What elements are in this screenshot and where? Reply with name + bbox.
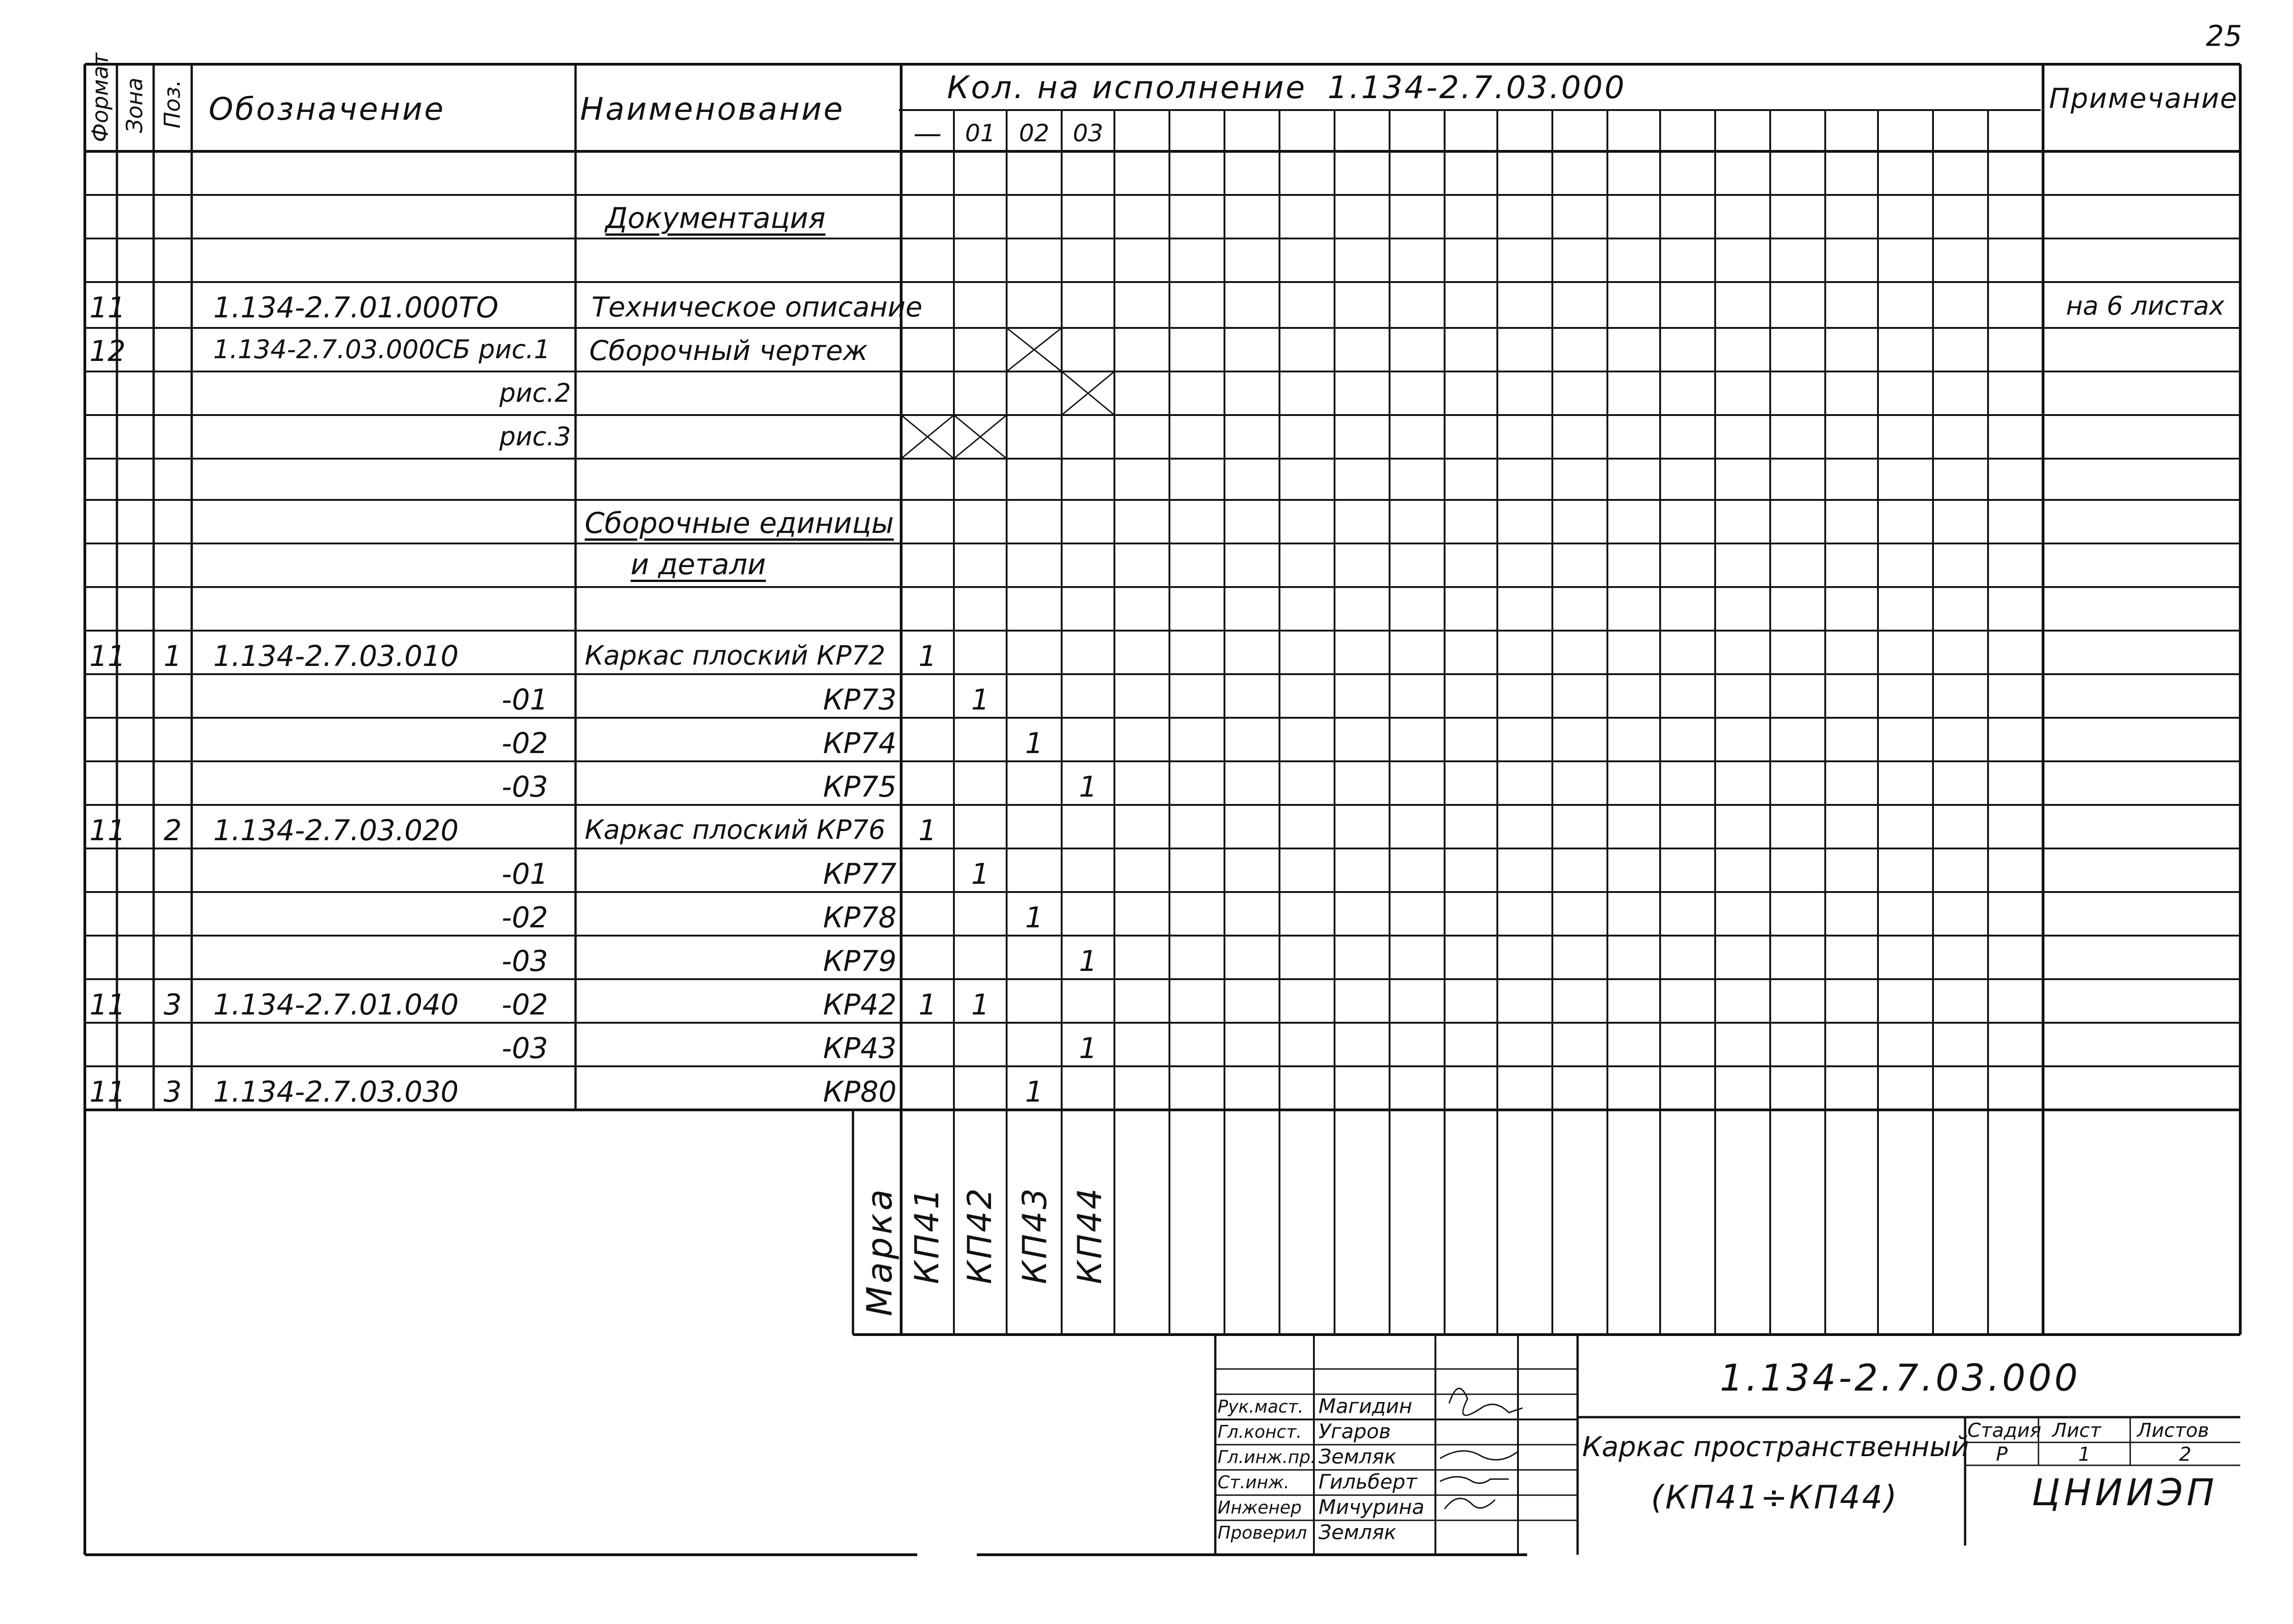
variant-02: 02 xyxy=(1019,120,1050,147)
row10-qty-01: 1 xyxy=(971,857,990,891)
row10-name: КР77 xyxy=(823,857,897,891)
name-3: Земляк xyxy=(1318,1445,1396,1469)
col-designation-header: Обозначение xyxy=(209,91,445,127)
row12-name: КР79 xyxy=(823,944,897,978)
role-6: Проверил xyxy=(1218,1523,1307,1543)
row3-designation: рис.2 xyxy=(499,378,571,408)
row1-designation: 1.134-2.7.01.000ТО xyxy=(213,291,498,324)
row5-qty-base: 1 xyxy=(918,639,937,673)
mark-kp41: КП41 xyxy=(908,1186,946,1284)
section-assemblies-2: и детали xyxy=(631,548,766,581)
col-format-header: Формат xyxy=(88,53,113,142)
row2-name: Сборочный чертеж xyxy=(589,335,868,367)
marks-label: Марка xyxy=(859,1186,900,1316)
row9-name: Каркас плоский КР76 xyxy=(585,814,886,845)
row15-designation: 1.134-2.7.03.030 xyxy=(213,1075,459,1109)
row11-designation: -02 xyxy=(501,901,548,934)
variant-01: 01 xyxy=(965,120,996,147)
row11-qty-02: 1 xyxy=(1025,901,1043,934)
row1-name: Техническое описание xyxy=(592,291,923,323)
mark-kp44: КП44 xyxy=(1070,1186,1109,1284)
row14-name: КР43 xyxy=(823,1031,897,1065)
row15-pos: 3 xyxy=(163,1075,182,1109)
row7-designation: -02 xyxy=(501,726,548,760)
role-4: Ст.инж. xyxy=(1218,1472,1290,1492)
row8-qty-03: 1 xyxy=(1079,770,1097,804)
col-zone-header: Зона xyxy=(122,78,148,133)
row12-qty-03: 1 xyxy=(1079,944,1097,978)
row12-designation: -03 xyxy=(501,944,548,978)
row5-name: Каркас плоский КР72 xyxy=(585,640,886,671)
row9-pos: 2 xyxy=(163,814,182,847)
row1-note: на 6 листах xyxy=(2066,291,2225,321)
row8-designation: -03 xyxy=(501,770,548,804)
sheet-value: 1 xyxy=(2078,1443,2091,1465)
row8-name: КР75 xyxy=(823,770,897,804)
title-block-subtitle: (КП41÷КП44) xyxy=(1651,1479,1899,1516)
row15-format: 11 xyxy=(89,1075,126,1109)
role-2: Гл.конст. xyxy=(1218,1422,1302,1442)
variant-03: 03 xyxy=(1073,120,1103,147)
name-5: Мичурина xyxy=(1318,1496,1424,1519)
row4-designation: рис.3 xyxy=(499,422,571,452)
name-1: Магидин xyxy=(1318,1395,1412,1418)
row5-pos: 1 xyxy=(163,639,182,673)
mark-kp42: КП42 xyxy=(960,1186,999,1284)
row2-format: 12 xyxy=(89,334,126,368)
sheet-number: 25 xyxy=(2206,19,2242,53)
row6-name: КР73 xyxy=(823,683,897,716)
row14-qty-03: 1 xyxy=(1079,1031,1097,1065)
row13-name: КР42 xyxy=(823,988,897,1021)
name-4: Гильберт xyxy=(1318,1470,1417,1494)
row7-qty-02: 1 xyxy=(1025,726,1043,760)
row5-format: 11 xyxy=(89,639,126,673)
organization: ЦНИИЭП xyxy=(2032,1471,2218,1514)
name-6: Земляк xyxy=(1318,1521,1396,1544)
row10-designation: -01 xyxy=(501,857,548,891)
stage-label: Стадия xyxy=(1967,1419,2042,1441)
role-3: Гл.инж.пр. xyxy=(1218,1447,1316,1467)
col-pos-header: Поз. xyxy=(160,79,185,128)
row13-designation: 1.134-2.7.01.040 xyxy=(213,988,459,1021)
row6-designation: -01 xyxy=(501,683,548,716)
row9-format: 11 xyxy=(89,814,126,847)
section-documentation: Документация xyxy=(605,201,825,235)
qty-doc: 1.134-2.7.03.000 xyxy=(1328,70,1626,106)
row13-pos: 3 xyxy=(163,988,182,1021)
sheets-value: 2 xyxy=(2179,1443,2192,1465)
role-1: Рук.маст. xyxy=(1218,1397,1304,1417)
row14-designation: -03 xyxy=(501,1031,548,1065)
title-block-code: 1.134-2.7.03.000 xyxy=(1720,1357,2081,1399)
sheet-label: Лист xyxy=(2052,1419,2101,1441)
row9-designation: 1.134-2.7.03.020 xyxy=(213,814,459,847)
row13-format: 11 xyxy=(89,988,126,1021)
row9-qty-base: 1 xyxy=(918,814,937,847)
row7-name: КР74 xyxy=(823,726,897,760)
role-5: Инженер xyxy=(1218,1497,1302,1518)
row2-designation: 1.134-2.7.03.000СБ рис.1 xyxy=(213,335,550,365)
name-2: Угаров xyxy=(1318,1420,1391,1443)
qty-title: Кол. на исполнение xyxy=(947,70,1307,106)
variant-base: — xyxy=(913,116,942,150)
row13-qty-01: 1 xyxy=(971,988,990,1021)
col-note-header: Примечание xyxy=(2049,83,2238,115)
row13-qty-base: 1 xyxy=(918,988,937,1021)
row13-variant: -02 xyxy=(501,988,548,1021)
col-name-header: Наименование xyxy=(580,91,845,127)
section-assemblies: Сборочные единицы xyxy=(585,506,894,540)
stage-value: Р xyxy=(1996,1443,2008,1465)
row15-name: КР80 xyxy=(823,1075,897,1109)
row15-qty-02: 1 xyxy=(1025,1075,1043,1109)
row1-format: 11 xyxy=(89,291,126,324)
row11-name: КР78 xyxy=(823,901,897,934)
row5-designation: 1.134-2.7.03.010 xyxy=(213,639,459,673)
sheets-label: Листов xyxy=(2137,1419,2209,1441)
row6-qty-01: 1 xyxy=(971,683,990,716)
title-block-title: Каркас пространственный xyxy=(1582,1431,1969,1463)
mark-kp43: КП43 xyxy=(1015,1186,1054,1284)
